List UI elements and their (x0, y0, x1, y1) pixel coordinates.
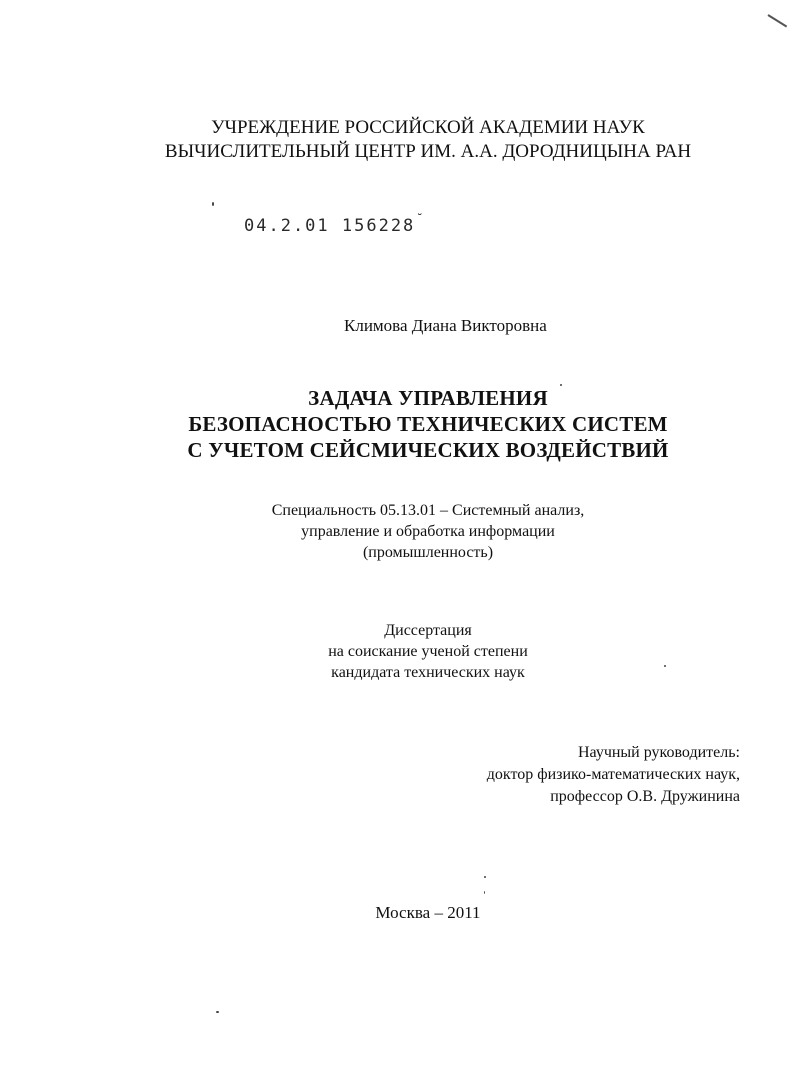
specialty-line-2: управление и обработка информации (301, 523, 555, 540)
scan-speck (484, 876, 486, 878)
supervisor-block (487, 742, 740, 808)
author-name: Климова Диана Викторовна (344, 316, 547, 335)
title-line-2: БЕЗОПАСНОСТЬЮ ТЕХНИЧЕСКИХ СИСТЕМ (188, 412, 668, 436)
library-stamp-number (244, 212, 426, 236)
scan-corner-mark (767, 14, 787, 27)
title-line-3: С УЧЕТОМ СЕЙСМИЧЕСКИХ ВОЗДЕЙСТВИЙ (187, 438, 669, 462)
title-line-1: ЗАДАЧА УПРАВЛЕНИЯ (308, 386, 548, 410)
dissertation-title (0, 385, 792, 463)
stamp-number-text: 04.2.01 156228 (244, 216, 416, 236)
institution-header (0, 116, 792, 164)
specialty-block (0, 500, 792, 563)
scan-speck (664, 665, 666, 667)
specialty-line-1: Специальность 05.13.01 – Системный анализ, (271, 502, 585, 519)
scan-speck (216, 1011, 219, 1013)
scan-speck (212, 202, 214, 206)
supervisor-line-2: доктор физико-математических наук, (486, 766, 740, 783)
dissertation-block (0, 620, 792, 683)
city-year: Москва – 2011 (375, 903, 481, 922)
supervisor-line-3: профессор О.В. Дружинина (550, 788, 740, 805)
scan-speck (484, 891, 485, 894)
dissertation-line-3: кандидата технических наук (331, 664, 525, 681)
supervisor-line-1: Научный руководитель: (577, 744, 740, 761)
specialty-line-3: (промышленность) (362, 544, 494, 561)
institution-line-2: ВЫЧИСЛИТЕЛЬНЫЙ ЦЕНТР ИМ. А.А. ДОРОДНИЦЫНА РАН (164, 141, 692, 162)
institution-line-1: УЧРЕЖДЕНИЕ РОССИЙСКОЙ АКАДЕМИИ НАУК (211, 117, 645, 138)
stamp-tick-mark: ˘ (416, 212, 426, 226)
dissertation-line-1: Диссертация (384, 622, 472, 639)
dissertation-line-2: на соискание ученой степени (328, 643, 528, 660)
